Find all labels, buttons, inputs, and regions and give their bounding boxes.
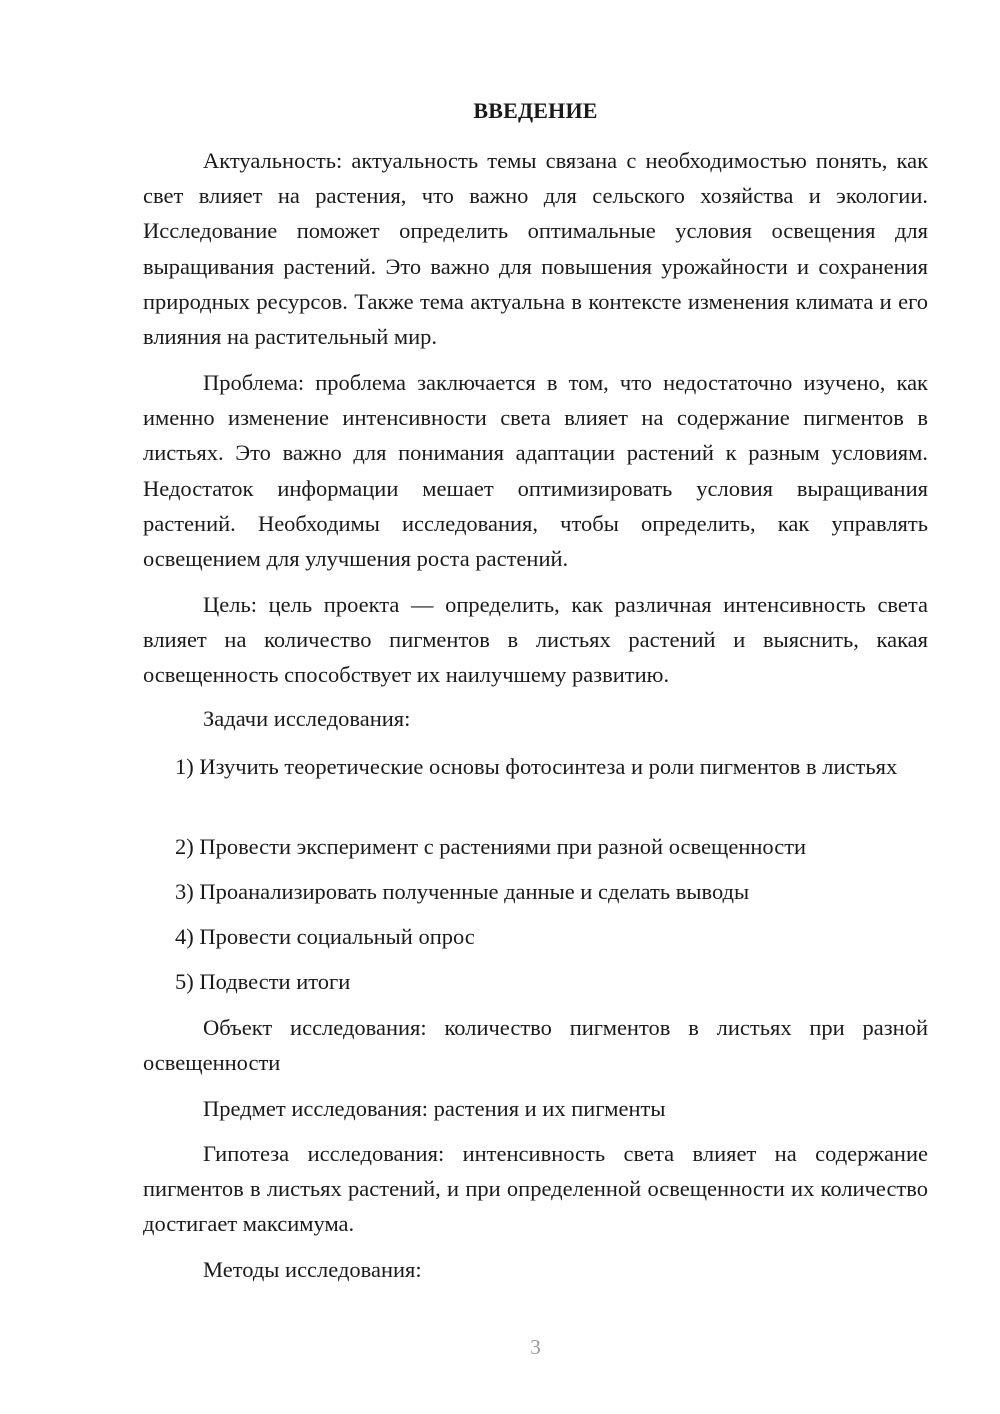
- object-paragraph: Объект исследования: количество пигментов в листьях при разной освещенности: [143, 1015, 928, 1076]
- subject-paragraph: Предмет исследования: растения и их пигменты: [203, 1096, 666, 1121]
- methods-heading: Методы исследования:: [203, 1257, 422, 1282]
- relevance-paragraph: Актуальность: актуальность темы связана с необходимостью понять, как свет влияет на растения, что важно для сельского хозяйства и экологии. Исследование поможет определить оптимальные условия освещения для выращивания растений. Это важно для повышения урожайности и сохранения природных ресурсов. Также тема актуальна в контексте изменения климата и его влияния на растительный мир.: [143, 148, 928, 350]
- problem-paragraph: Проблема: проблема заключается в том, что недостаточно изучено, как именно изменение интенсивности света влияет на содержание пигментов в листьях. Это важно для понимания адаптации растений к разным условиям. Недостаток информации мешает оптимизировать условия выращивания растений. Необходимы исследования, чтобы определить, как управлять освещением для улучшения роста растений.: [143, 370, 928, 572]
- task-item-2: 2) Провести эксперимент с растениями при разной освещенности: [175, 834, 807, 859]
- page-title: ВВЕДЕНИЕ: [473, 98, 598, 123]
- task-item-1: 1) Изучить теоретические основы фотосинтеза и роли пигментов в листьях: [175, 754, 898, 779]
- hypothesis-paragraph: Гипотеза исследования: интенсивность света влияет на содержание пигментов в листьях растений, и при определенной освещенности их количество достигает максимума.: [143, 1141, 928, 1237]
- task-item-3: 3) Проанализировать полученные данные и сделать выводы: [175, 879, 750, 904]
- tasks-heading: Задачи исследования:: [203, 706, 411, 731]
- page-number: 3: [530, 1335, 541, 1359]
- goal-paragraph: Цель: цель проекта — определить, как различная интенсивность света влияет на количество пигментов в листьях растений и выяснить, какая освещенность способствует их наилучшему развитию.: [143, 592, 928, 688]
- task-item-5: 5) Подвести итоги: [175, 969, 351, 994]
- task-item-4: 4) Провести социальный опрос: [175, 924, 475, 949]
